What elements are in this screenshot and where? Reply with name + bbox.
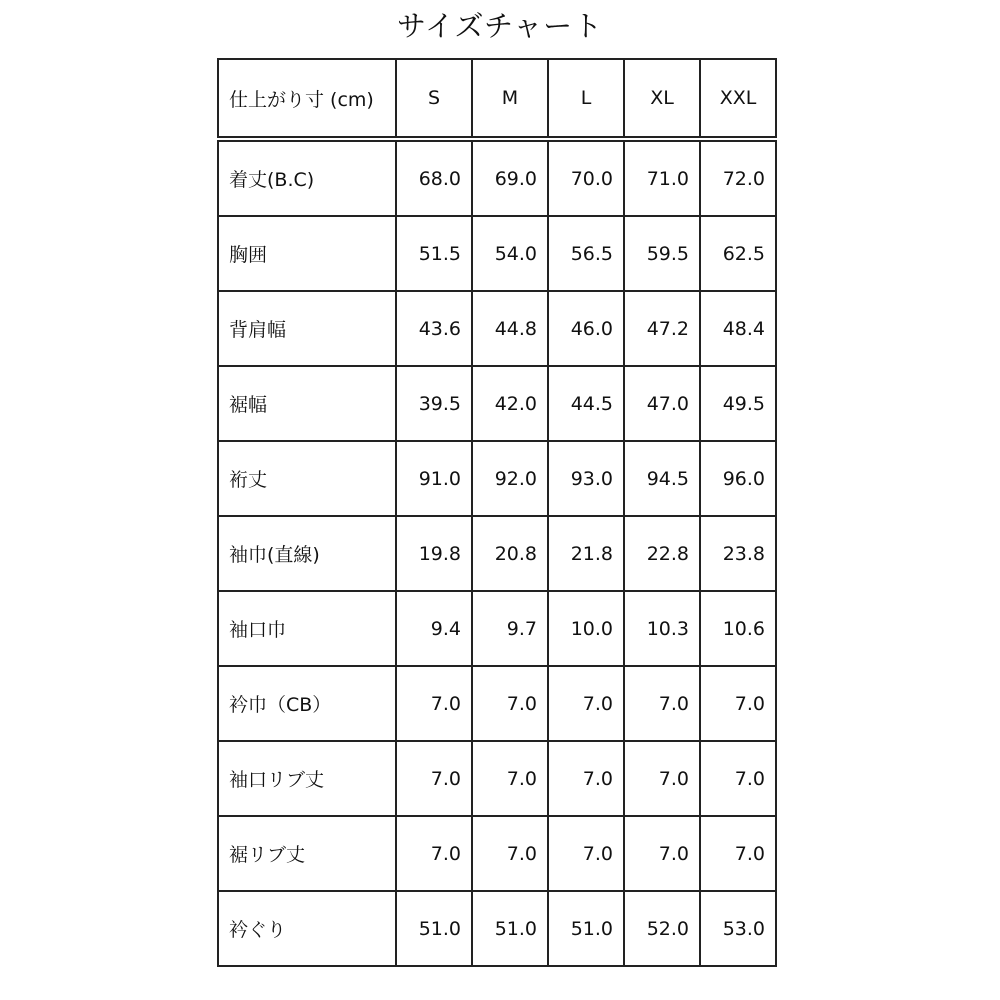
header-size-s: S [396,59,472,139]
table-cell: 93.0 [548,441,624,516]
table-cell: 10.3 [624,591,700,666]
table-cell: 70.0 [548,139,624,216]
row-label: 衿巾（CB） [218,666,396,741]
header-size-l: L [548,59,624,139]
table-row [218,139,776,216]
table-cell: 39.5 [396,366,472,441]
table-cell: 10.6 [700,591,776,666]
table-cell: 7.0 [624,816,700,891]
table-row [218,741,776,816]
table-cell: 53.0 [700,891,776,966]
table-cell: 51.5 [396,216,472,291]
table-cell: 21.8 [548,516,624,591]
table-cell: 43.6 [396,291,472,366]
table-cell: 51.0 [548,891,624,966]
table-cell: 51.0 [472,891,548,966]
table-row [218,891,776,966]
table-row [218,516,776,591]
table-cell: 56.5 [548,216,624,291]
row-label: 袖口巾 [218,591,396,666]
table-cell: 7.0 [472,741,548,816]
header-size-m: M [472,59,548,139]
table-row [218,366,776,441]
table-header-row [218,59,776,139]
row-label: 袖口リブ丈 [218,741,396,816]
table-cell: 7.0 [548,666,624,741]
table-cell: 68.0 [396,139,472,216]
table-cell: 7.0 [396,741,472,816]
row-label: 着丈(B.C) [218,139,396,216]
table-cell: 62.5 [700,216,776,291]
table-cell: 9.7 [472,591,548,666]
table-cell: 42.0 [472,366,548,441]
size-chart-table [217,58,777,967]
table-cell: 7.0 [472,816,548,891]
table-cell: 44.8 [472,291,548,366]
row-label: 裾リブ丈 [218,816,396,891]
row-label: 裄丈 [218,441,396,516]
table-cell: 71.0 [624,139,700,216]
table-cell: 19.8 [396,516,472,591]
table-row [218,291,776,366]
table-cell: 54.0 [472,216,548,291]
table-cell: 7.0 [700,666,776,741]
table-cell: 51.0 [396,891,472,966]
table-cell: 52.0 [624,891,700,966]
table-cell: 72.0 [700,139,776,216]
table-row [218,216,776,291]
table-cell: 46.0 [548,291,624,366]
table-row [218,591,776,666]
table-cell: 7.0 [548,816,624,891]
table-cell: 7.0 [548,741,624,816]
row-label: 袖巾(直線) [218,516,396,591]
table-row [218,441,776,516]
table-cell: 47.2 [624,291,700,366]
table-cell: 44.5 [548,366,624,441]
table-cell: 47.0 [624,366,700,441]
table-cell: 22.8 [624,516,700,591]
row-label: 背肩幅 [218,291,396,366]
table-row [218,816,776,891]
table-cell: 59.5 [624,216,700,291]
row-label: 胸囲 [218,216,396,291]
table-cell: 48.4 [700,291,776,366]
row-label: 衿ぐり [218,891,396,966]
header-size-xxl: XXL [700,59,776,139]
table-cell: 91.0 [396,441,472,516]
row-label: 裾幅 [218,366,396,441]
table-cell: 7.0 [624,666,700,741]
table-cell: 96.0 [700,441,776,516]
header-size-xl: XL [624,59,700,139]
header-label: 仕上がり寸 (cm) [218,59,396,139]
table-cell: 7.0 [700,741,776,816]
table-cell: 9.4 [396,591,472,666]
table-row [218,666,776,741]
table-cell: 23.8 [700,516,776,591]
table-cell: 7.0 [700,816,776,891]
page-title: サイズチャート [396,9,604,43]
table-cell: 7.0 [396,816,472,891]
table-cell: 92.0 [472,441,548,516]
table-cell: 10.0 [548,591,624,666]
table-cell: 69.0 [472,139,548,216]
table-cell: 94.5 [624,441,700,516]
table-cell: 7.0 [472,666,548,741]
table-cell: 7.0 [624,741,700,816]
table-cell: 49.5 [700,366,776,441]
table-cell: 7.0 [396,666,472,741]
table-cell: 20.8 [472,516,548,591]
